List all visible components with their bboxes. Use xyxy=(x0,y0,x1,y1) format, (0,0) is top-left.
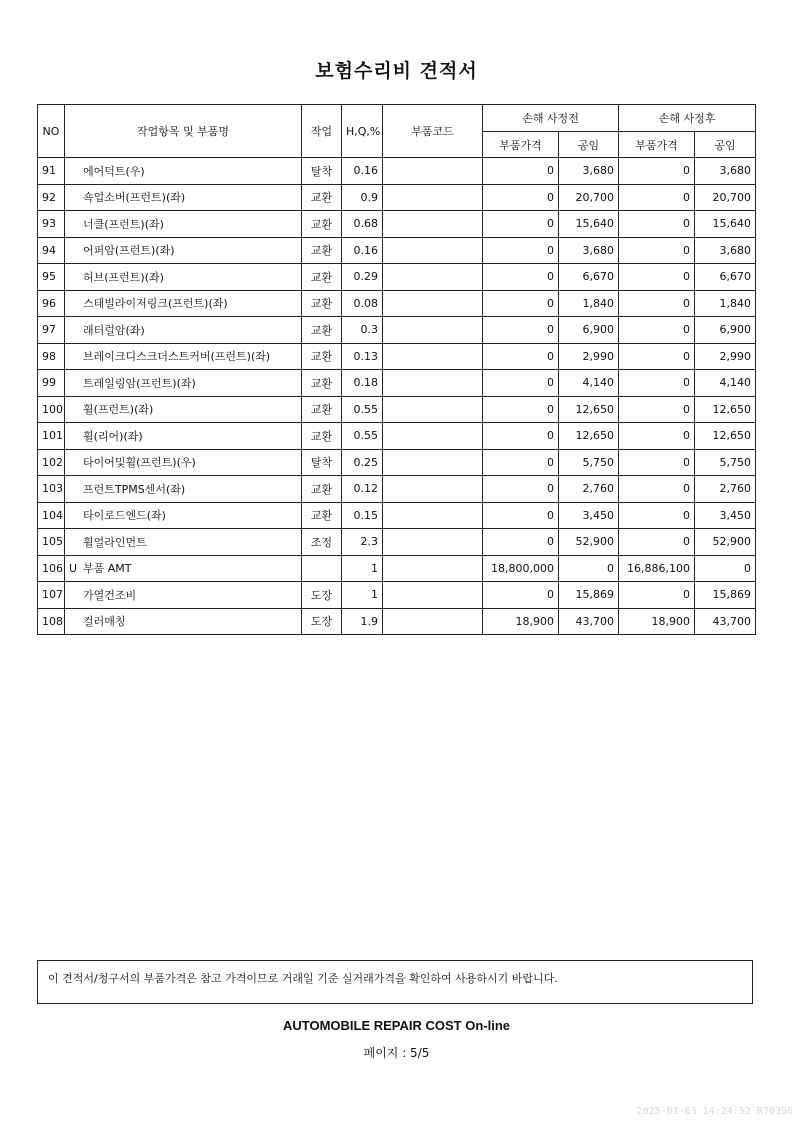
cell-work: 교환 xyxy=(302,396,342,423)
cell-no: 108 xyxy=(38,608,65,635)
cell-no: 98 xyxy=(38,343,65,370)
table-row xyxy=(38,343,756,370)
cell-item-name xyxy=(65,370,302,397)
cell-before-labor: 2,760 xyxy=(559,476,619,503)
cell-item-text: 래터럴암(좌) xyxy=(83,323,145,337)
cell-hq: 1 xyxy=(342,582,383,609)
cell-work: 도장 xyxy=(302,582,342,609)
cell-item-name xyxy=(65,608,302,635)
cell-item-text: 부품 AMT xyxy=(83,562,132,576)
cell-part-code xyxy=(383,423,483,450)
cell-no: 93 xyxy=(38,211,65,238)
cell-work: 교환 xyxy=(302,184,342,211)
cell-after-labor: 12,650 xyxy=(695,396,756,423)
cell-after-part-price: 0 xyxy=(619,264,695,291)
cell-after-labor: 15,640 xyxy=(695,211,756,238)
cell-before-labor: 2,990 xyxy=(559,343,619,370)
cell-before-labor: 3,680 xyxy=(559,158,619,185)
cell-before-labor: 6,670 xyxy=(559,264,619,291)
cell-no: 96 xyxy=(38,290,65,317)
cell-flag: U xyxy=(69,562,78,576)
cell-before-labor: 6,900 xyxy=(559,317,619,344)
cell-item-name xyxy=(65,529,302,556)
cell-part-code xyxy=(383,582,483,609)
cell-item-name xyxy=(65,423,302,450)
cell-hq: 0.25 xyxy=(342,449,383,476)
cell-before-labor: 15,869 xyxy=(559,582,619,609)
cell-hq: 0.15 xyxy=(342,502,383,529)
cell-hq: 0.12 xyxy=(342,476,383,503)
cell-no: 99 xyxy=(38,370,65,397)
cell-after-labor: 52,900 xyxy=(695,529,756,556)
cell-after-part-price: 0 xyxy=(619,529,695,556)
cell-work: 교환 xyxy=(302,264,342,291)
cell-no: 92 xyxy=(38,184,65,211)
cell-hq: 0.55 xyxy=(342,396,383,423)
cell-after-part-price: 0 xyxy=(619,290,695,317)
cell-before-part-price: 0 xyxy=(483,582,559,609)
cell-item-name xyxy=(65,264,302,291)
cell-after-part-price: 0 xyxy=(619,343,695,370)
cell-hq: 0.16 xyxy=(342,237,383,264)
cell-item-name xyxy=(65,184,302,211)
cell-before-part-price: 0 xyxy=(483,396,559,423)
cell-part-code xyxy=(383,529,483,556)
cell-item-name xyxy=(65,582,302,609)
cell-no: 95 xyxy=(38,264,65,291)
cell-item-name xyxy=(65,502,302,529)
cell-work: 조정 xyxy=(302,529,342,556)
cell-before-part-price: 0 xyxy=(483,423,559,450)
cell-work: 교환 xyxy=(302,423,342,450)
header-item: 작업항목 및 부품명 xyxy=(65,105,302,158)
table-row xyxy=(38,555,756,582)
cell-item-text: 컬러매칭 xyxy=(83,615,126,629)
cell-after-part-price: 16,886,100 xyxy=(619,555,695,582)
cell-no: 102 xyxy=(38,449,65,476)
cell-part-code xyxy=(383,396,483,423)
estimate-rows xyxy=(38,158,756,635)
cell-before-labor: 1,840 xyxy=(559,290,619,317)
cell-work: 교환 xyxy=(302,290,342,317)
cell-part-code xyxy=(383,317,483,344)
cell-hq: 0.55 xyxy=(342,423,383,450)
cell-item-name xyxy=(65,158,302,185)
cell-no: 91 xyxy=(38,158,65,185)
cell-after-labor: 5,750 xyxy=(695,449,756,476)
cell-no: 107 xyxy=(38,582,65,609)
cell-no: 94 xyxy=(38,237,65,264)
cell-item-text: 너클(프런트)(좌) xyxy=(83,217,164,231)
cell-no: 100 xyxy=(38,396,65,423)
cell-after-part-price: 0 xyxy=(619,237,695,264)
cell-item-name xyxy=(65,237,302,264)
header-no: NO xyxy=(38,105,65,158)
cell-before-labor: 43,700 xyxy=(559,608,619,635)
table-row xyxy=(38,423,756,450)
cell-item-text: 타이로드엔드(좌) xyxy=(83,509,166,523)
table-row xyxy=(38,237,756,264)
table-row xyxy=(38,502,756,529)
cell-before-part-price: 0 xyxy=(483,317,559,344)
header-hq: H,Q,% xyxy=(342,105,383,158)
cell-hq: 0.29 xyxy=(342,264,383,291)
cell-before-labor: 3,680 xyxy=(559,237,619,264)
cell-work: 교환 xyxy=(302,502,342,529)
cell-work: 탈착 xyxy=(302,158,342,185)
cell-after-labor: 6,900 xyxy=(695,317,756,344)
cell-before-labor: 4,140 xyxy=(559,370,619,397)
table-row xyxy=(38,264,756,291)
cell-item-text: 휠(프런트)(좌) xyxy=(83,403,154,417)
cell-after-labor: 3,680 xyxy=(695,237,756,264)
cell-before-labor: 52,900 xyxy=(559,529,619,556)
cell-after-labor: 12,650 xyxy=(695,423,756,450)
cell-before-labor: 15,640 xyxy=(559,211,619,238)
cell-item-text: 가열건조비 xyxy=(83,588,137,602)
cell-after-labor: 2,990 xyxy=(695,343,756,370)
cell-work: 교환 xyxy=(302,317,342,344)
cell-after-part-price: 0 xyxy=(619,476,695,503)
header-before-adjustment: 손해 사정전 xyxy=(483,105,619,132)
cell-item-text: 브레이크디스크더스트커버(프런트)(좌) xyxy=(83,350,271,364)
cell-after-part-price: 0 xyxy=(619,317,695,344)
cell-work xyxy=(302,555,342,582)
cell-after-labor: 6,670 xyxy=(695,264,756,291)
brand-footer: AUTOMOBILE REPAIR COST On-line xyxy=(282,1018,511,1033)
cell-part-code xyxy=(383,502,483,529)
cell-before-labor: 20,700 xyxy=(559,184,619,211)
cell-no: 104 xyxy=(38,502,65,529)
cell-before-part-price: 0 xyxy=(483,370,559,397)
cell-item-name xyxy=(65,555,302,582)
table-row xyxy=(38,317,756,344)
table-row xyxy=(38,608,756,635)
cell-item-name xyxy=(65,396,302,423)
cell-before-labor: 12,650 xyxy=(559,396,619,423)
cell-item-name xyxy=(65,449,302,476)
cell-work: 교환 xyxy=(302,343,342,370)
table-row xyxy=(38,211,756,238)
cell-part-code xyxy=(383,290,483,317)
cell-after-labor: 1,840 xyxy=(695,290,756,317)
cell-item-name xyxy=(65,211,302,238)
table-row xyxy=(38,476,756,503)
cell-hq: 0.3 xyxy=(342,317,383,344)
header-after-adjustment: 손해 사정후 xyxy=(619,105,756,132)
cell-item-text: 어퍼암(프런트)(좌) xyxy=(83,244,175,258)
cell-after-part-price: 0 xyxy=(619,211,695,238)
cell-hq: 0.13 xyxy=(342,343,383,370)
cell-after-part-price: 0 xyxy=(619,370,695,397)
cell-part-code xyxy=(383,184,483,211)
cell-item-text: 허브(프런트)(좌) xyxy=(83,270,164,284)
cell-after-part-price: 0 xyxy=(619,184,695,211)
cell-after-part-price: 0 xyxy=(619,396,695,423)
cell-before-part-price: 0 xyxy=(483,476,559,503)
cell-work: 교환 xyxy=(302,237,342,264)
cell-before-part-price: 0 xyxy=(483,237,559,264)
cell-part-code xyxy=(383,370,483,397)
cell-after-labor: 0 xyxy=(695,555,756,582)
cell-before-part-price: 0 xyxy=(483,290,559,317)
header-before-labor: 공임 xyxy=(559,132,619,158)
cell-before-part-price: 0 xyxy=(483,529,559,556)
header-work: 작업 xyxy=(302,105,342,158)
print-timestamp: 2025-01-03 14:24:52 R70396 xyxy=(636,1106,793,1117)
cell-after-labor: 15,869 xyxy=(695,582,756,609)
cell-part-code xyxy=(383,343,483,370)
cell-before-part-price: 18,900 xyxy=(483,608,559,635)
cell-work: 교환 xyxy=(302,370,342,397)
cell-hq: 0.18 xyxy=(342,370,383,397)
cell-after-labor: 43,700 xyxy=(695,608,756,635)
cell-before-part-price: 18,800,000 xyxy=(483,555,559,582)
estimate-table xyxy=(37,104,756,635)
page-number: 페이지 : 5/5 xyxy=(363,1046,430,1060)
table-row xyxy=(38,290,756,317)
cell-part-code xyxy=(383,158,483,185)
cell-part-code xyxy=(383,476,483,503)
cell-after-labor: 2,760 xyxy=(695,476,756,503)
cell-no: 105 xyxy=(38,529,65,556)
cell-no: 106 xyxy=(38,555,65,582)
price-notice: 이 견적서/청구서의 부품가격은 참고 가격이므로 거래일 기준 실거래가격을 확인하여 사용하시기 바랍니다. xyxy=(37,960,753,1004)
cell-item-text: 에어덕트(우) xyxy=(83,164,145,178)
cell-after-labor: 3,680 xyxy=(695,158,756,185)
cell-before-part-price: 0 xyxy=(483,211,559,238)
cell-item-text: 타이어및휠(프런트)(우) xyxy=(83,456,196,470)
header-part-code: 부품코드 xyxy=(383,105,483,158)
header-before-part-price: 부품가격 xyxy=(483,132,559,158)
cell-after-labor: 3,450 xyxy=(695,502,756,529)
cell-after-labor: 20,700 xyxy=(695,184,756,211)
cell-before-part-price: 0 xyxy=(483,502,559,529)
cell-before-part-price: 0 xyxy=(483,158,559,185)
cell-part-code xyxy=(383,264,483,291)
cell-part-code xyxy=(383,211,483,238)
table-row xyxy=(38,184,756,211)
cell-before-part-price: 0 xyxy=(483,343,559,370)
header-after-labor: 공임 xyxy=(695,132,756,158)
cell-before-labor: 0 xyxy=(559,555,619,582)
cell-before-part-price: 0 xyxy=(483,449,559,476)
cell-item-name xyxy=(65,476,302,503)
table-row xyxy=(38,529,756,556)
cell-after-part-price: 0 xyxy=(619,158,695,185)
cell-item-text: 쇽업소버(프런트)(좌) xyxy=(83,191,186,205)
cell-after-part-price: 0 xyxy=(619,423,695,450)
cell-part-code xyxy=(383,237,483,264)
table-row xyxy=(38,449,756,476)
cell-hq: 0.16 xyxy=(342,158,383,185)
cell-no: 103 xyxy=(38,476,65,503)
cell-item-name xyxy=(65,343,302,370)
cell-after-part-price: 0 xyxy=(619,582,695,609)
cell-hq: 0.68 xyxy=(342,211,383,238)
table-row xyxy=(38,158,756,185)
cell-part-code xyxy=(383,555,483,582)
cell-before-labor: 12,650 xyxy=(559,423,619,450)
cell-part-code xyxy=(383,608,483,635)
cell-item-name xyxy=(65,290,302,317)
cell-before-labor: 5,750 xyxy=(559,449,619,476)
document-title: 보험수리비 견적서 xyxy=(315,60,478,82)
cell-work: 교환 xyxy=(302,476,342,503)
cell-work: 교환 xyxy=(302,211,342,238)
table-row xyxy=(38,370,756,397)
cell-item-name xyxy=(65,317,302,344)
cell-hq: 0.08 xyxy=(342,290,383,317)
cell-item-text: 휠(리어)(좌) xyxy=(83,429,143,443)
cell-before-part-price: 0 xyxy=(483,264,559,291)
cell-hq: 0.9 xyxy=(342,184,383,211)
cell-hq: 1.9 xyxy=(342,608,383,635)
cell-after-part-price: 0 xyxy=(619,502,695,529)
cell-item-text: 트레일링암(프런트)(좌) xyxy=(83,376,196,390)
cell-after-part-price: 0 xyxy=(619,449,695,476)
cell-item-text: 스태빌라이저링크(프런트)(좌) xyxy=(83,297,228,311)
cell-item-text: 휠얼라인먼트 xyxy=(83,535,147,549)
cell-hq: 2.3 xyxy=(342,529,383,556)
cell-no: 101 xyxy=(38,423,65,450)
cell-work: 도장 xyxy=(302,608,342,635)
cell-no: 97 xyxy=(38,317,65,344)
table-row xyxy=(38,582,756,609)
cell-work: 탈착 xyxy=(302,449,342,476)
cell-before-labor: 3,450 xyxy=(559,502,619,529)
cell-item-text: 프런트TPMS센서(좌) xyxy=(83,482,186,496)
table-row xyxy=(38,396,756,423)
cell-after-labor: 4,140 xyxy=(695,370,756,397)
cell-part-code xyxy=(383,449,483,476)
cell-hq: 1 xyxy=(342,555,383,582)
header-after-part-price: 부품가격 xyxy=(619,132,695,158)
cell-before-part-price: 0 xyxy=(483,184,559,211)
cell-after-part-price: 18,900 xyxy=(619,608,695,635)
